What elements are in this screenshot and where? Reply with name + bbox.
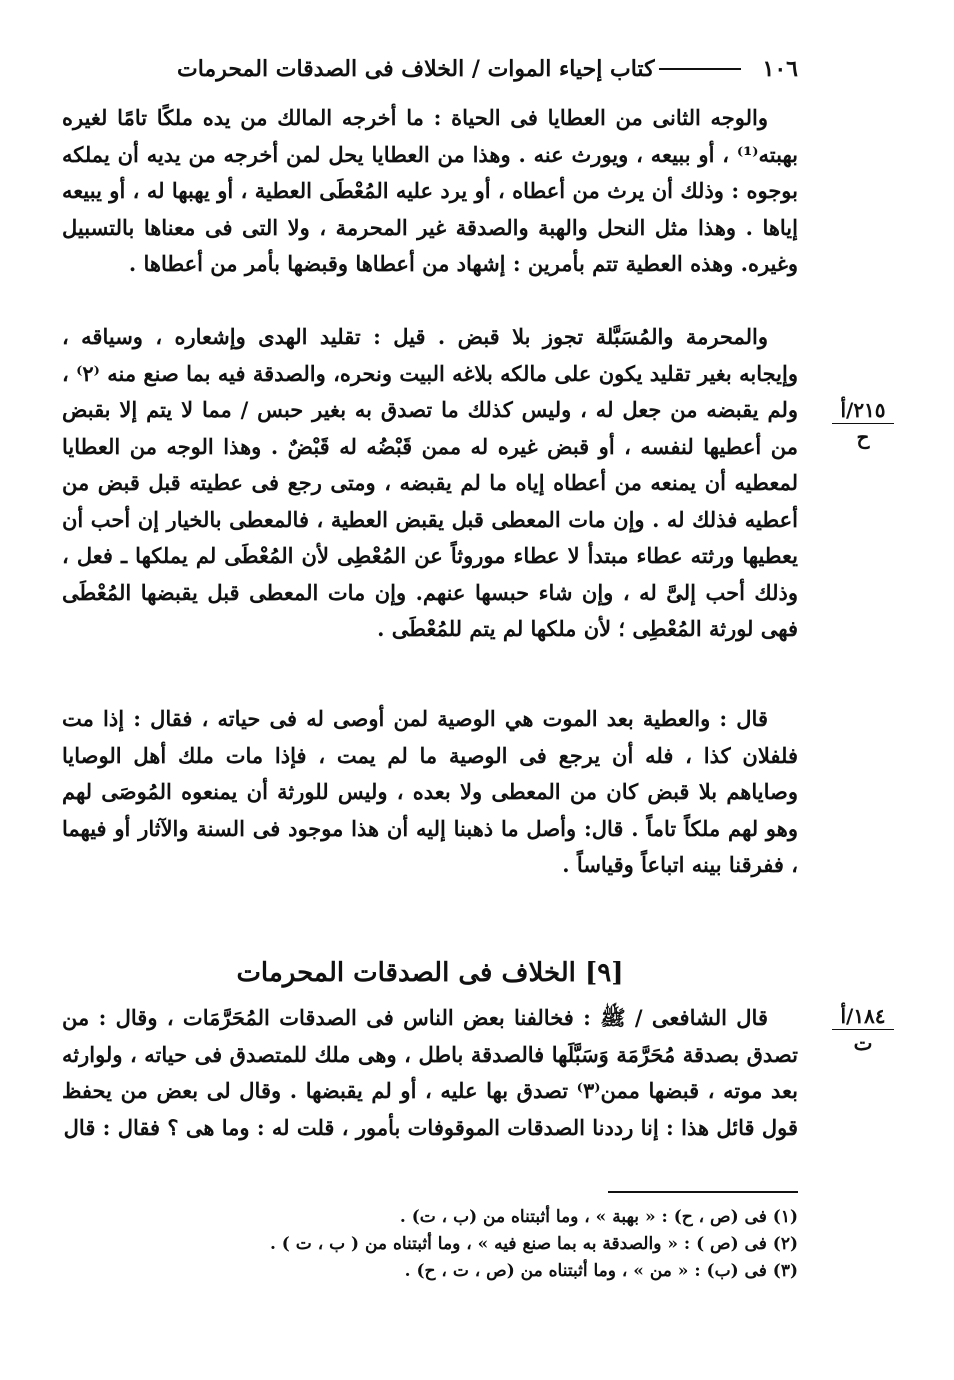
section-heading: [٩] الخلاف فى الصدقات المحرمات [236, 958, 624, 988]
body-paragraph [62, 319, 798, 648]
margin-folio-number: ١٨٤/أ [832, 1003, 894, 1030]
margin-manuscript-siglum: ت [853, 1031, 873, 1055]
margin-manuscript-siglum: ح [856, 425, 870, 449]
paragraph-text: قال الشافعى / ﷺ : فخالفنا بعض الناس فى الصدقات المُحَرَّمَات ، وقال : من تصدق بصدقة مُحَرَّمَة وَسَبَّلَها فالصدقة باطل ، وهى ملك للمتصدق فى حياته ، ولوارثه بعد موته ، قبضها ممن⁽٣⁾ تصدق بها عليه ، أو لم يقبضها . وقال لى بعض من يحفظ قول قائل هذا : إنا رددنا الصدقات الموقوفات بأمور ، قلت له : وما هى ؟ فقال : قال [62, 1005, 798, 1140]
body-paragraph [62, 701, 798, 884]
paragraph-text: قال : والعطية بعد الموت هي الوصية لمن أوصى له فى حياته ، فقال : إذا مت فلفلان كذا ، فله أن يرجع فى الوصية ما لم يمت ، فإذا مات ملك أهل الوصايا وصاياهم بلا قبض كان من المعطى ولا بعده ، وليس للورثة أن يمنعوه المُوصَى لهم وهو لهم ملكاً تاماً . قال: وأصل ما ذهبنا إليه أن هذا موجود فى السنة والآثار أو فيهما ، ففرقنا بينه اتباعاً وقياساً . [62, 706, 798, 877]
margin-folio-number: ٢١٥/أ [832, 397, 894, 424]
header-rule [659, 68, 741, 70]
margin-folio-note [832, 1003, 894, 1056]
running-title: كتاب إحياء الموات / الخلاف فى الصدقات المحرمات [177, 56, 655, 82]
footnote-rule [608, 1191, 798, 1193]
paragraph-text: والمحرمة والمُسَبَّلة تجوز بلا قبض . قيل : تقليد الهدى وإشعاره ، وسياقه ، وإيجابه بغير تقليد يكون على مالكه بلاغه البيت ونحره، والصدقة فيه بما صنع منه ⁽٢⁾ ، ولم يقبضه من جعل له ، وليس كذلك ما تصدق به بغير حبس / مما لا يتم إلا بقبض من أعطيها لنفسه ، أو قبض غيره له ممن قَبْضُه له قَبْضٌ . وهذا الوجه من العطايا لمعطيه أن يمنعه من أعطاه إياه ما لم يقبضه ، ومتى رجع فى عطيته قبل قبض من أعطيه فذلك له . وإن مات المعطى قبل يقبض العطية ، فالمعطى بالخيار إن أحب أن يعطيها ورثته عطاء مبتدأ لا عطاء موروثاً عن المُعْطِى لأن المُعْطَى لم يملكها ـ فعل ، وذلك أحب إلىَّ له ، وإن شاء حبسها عنهم. وإن مات المعطى قبل يقبضها المُعْطَى فهى لورثة المُعْطِى ؛ لأن ملكها لم يتم للمُعْطَى . [62, 324, 798, 641]
body-paragraph [62, 100, 798, 283]
paragraph-text: والوجه الثانى من العطايا فى الحياة : ما أخرجه المالك من يده ملكًا تامًا لغيره بهبته⁽¹⁾ ، أو ببيعه ، ويورث عنه . وهذا من العطايا يحل لمن أخرجه من يديه أن يملكه بوجوه : وذلك أن يرث من أعطاه ، أو يرد عليه المُعْطَى العطية ، أو يهبها له ، أو يبيعه إياها . وهذا مثل النحل والهبة والصدقة غير المحرمة ، ولا التى فى معناها بالتسبيل وغيره. وهذه العطية تتم بأمرين : إشهاد من أعطاها وقبضها بأمر من أعطاها . [62, 105, 798, 276]
footnote: (٢) فى (ص ) : « والصدقة به بما صنع فيه » ، وما أثبتناه من ( ب ، ت ) . [269, 1234, 798, 1254]
page-number: ١٠٦ [762, 56, 798, 82]
margin-folio-note [832, 397, 894, 450]
running-header [60, 52, 798, 86]
body-paragraph [62, 1000, 798, 1146]
footnote: (١) فى (ص ، ح) : « بهبة » ، وما أثبتناه من (ب ، ت) . [399, 1207, 798, 1227]
footnote: (٣) فى (ب) : « من » ، وما أثبتناه من (ص ، ت ، ح) . [404, 1261, 798, 1281]
footnotes [62, 1204, 798, 1285]
